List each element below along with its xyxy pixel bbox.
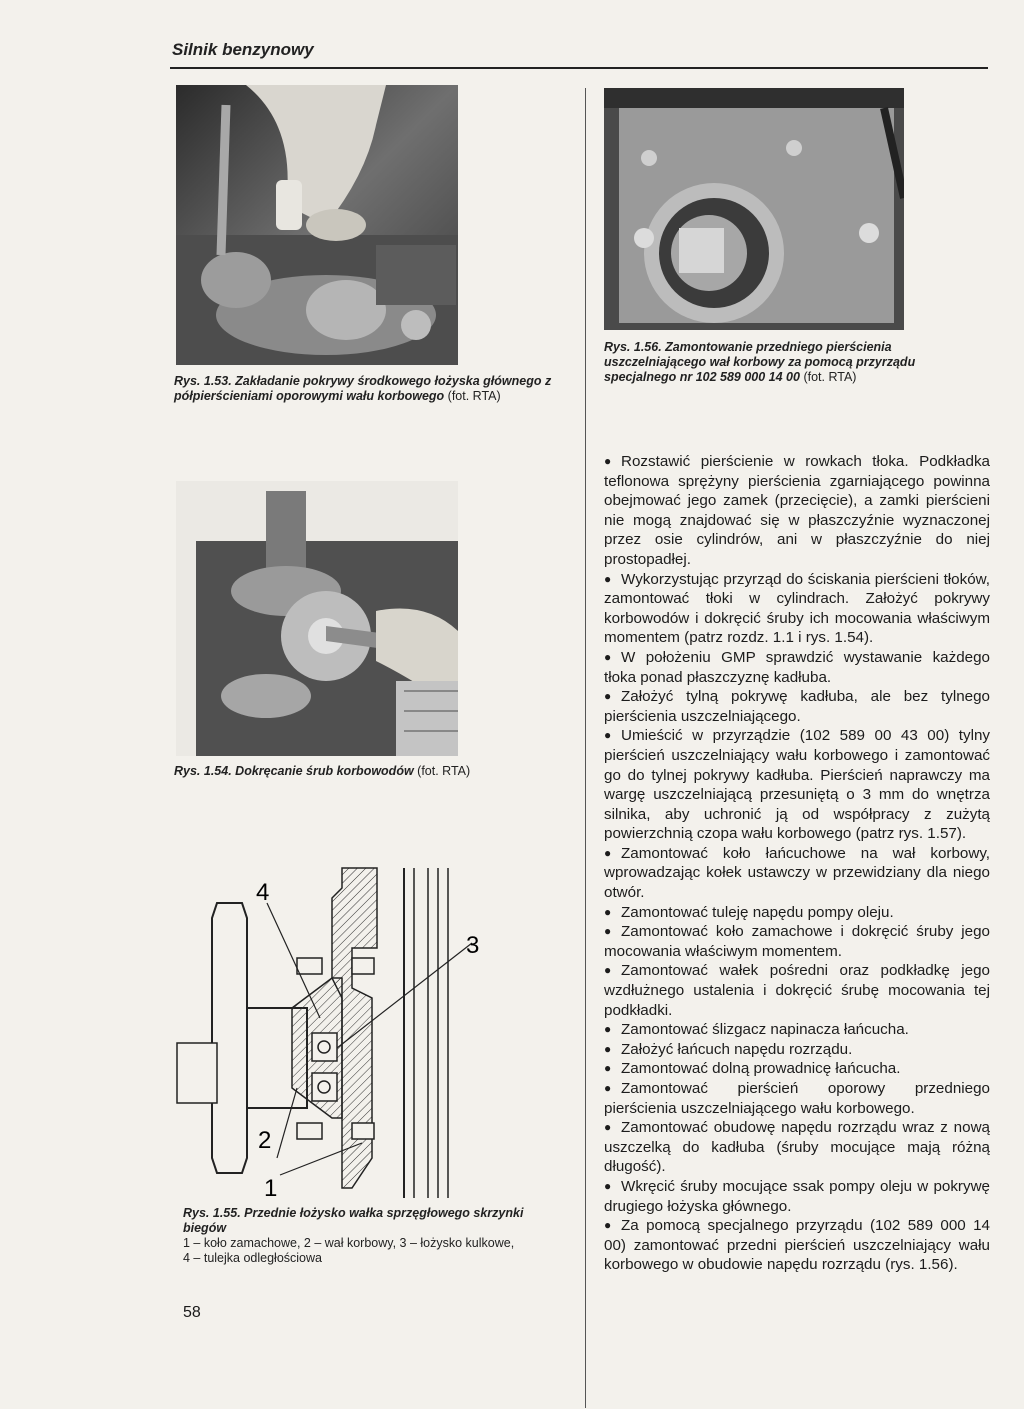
- paragraph: [604, 1118, 990, 1177]
- bullet-icon: ●: [604, 845, 612, 860]
- bullet-icon: ●: [604, 1061, 612, 1076]
- caption-fig-1-53-number: Rys. 1.53.: [174, 374, 232, 388]
- paragraph-text: Zamontować obudowę napędu rozrządu wraz z nową uszczelką do kadłuba (śruby mocujące mają różną długość).: [604, 1119, 990, 1176]
- bullet-icon: ●: [604, 1218, 612, 1233]
- bullet-icon: ●: [604, 649, 612, 664]
- paragraph-text: Wykorzystując przyrząd do ściskania pierścieni tłoków, zamontować tłoki w cylindrach. Założyć pokrywy korbowodów i dokręcić śruby ich mocowania właściwym momentem (patrz rozdz. 1.1 i rys. 1.54).: [604, 570, 990, 647]
- paragraph: [604, 844, 990, 903]
- page-number: 58: [183, 1304, 201, 1321]
- caption-fig-1-55-legend-1: 1 – koło zamachowe, 2 – wał korbowy, 3 – łożysko kulkowe,: [183, 1236, 515, 1250]
- paragraph-text: Założyć tylną pokrywę kadłuba, ale bez tylnego pierścienia uszczelniającego.: [604, 688, 990, 725]
- column-divider: [585, 88, 586, 1408]
- photo-main-bearing-cap: [176, 85, 458, 365]
- caption-fig-1-56-text: Zamontowanie przedniego pierścienia uszczelniającego wał korbowy za pomocą przyrządu specjalnego nr 102 589 000 14 00: [604, 340, 916, 384]
- diagram-label-2: 2: [258, 1127, 272, 1154]
- paragraph: [604, 570, 990, 648]
- bullet-icon: ●: [604, 924, 612, 939]
- paragraph-text: W położeniu GMP sprawdzić wystawanie każdego tłoka ponad płaszczyznę kadłuba.: [604, 648, 990, 686]
- paragraph: [604, 687, 990, 726]
- paragraph-text: Rozstawić pierścienie w rowkach tłoka. Podkładka teflonowa sprężyny pierścienia zgarniającego powinna obejmować jego zamek (przecięcie), a zamki pierścieni nie mogą znajdować się w płaszczyźnie wyznaczonej przez osie cylindrów, ani w płaszczyźnie do niej prostopadłej.: [604, 453, 990, 568]
- paragraph: [604, 961, 990, 1020]
- page-header-title: Silnik benzynowy: [172, 40, 314, 59]
- caption-fig-1-53-source: (fot. RTA): [447, 389, 501, 403]
- bullet-icon: ●: [604, 571, 612, 586]
- paragraph: [604, 648, 990, 687]
- caption-fig-1-54-number: Rys. 1.54.: [174, 764, 232, 778]
- caption-fig-1-54-source: (fot. RTA): [417, 764, 471, 778]
- paragraph-text: Zamontować ślizgacz napinacza łańcucha.: [621, 1021, 909, 1039]
- procedure-text: [604, 452, 990, 1275]
- caption-fig-1-53: [174, 374, 554, 404]
- paragraph: [604, 903, 990, 923]
- paragraph-text: Zamontować pierścień oporowy przedniego pierścienia uszczelniającego wału korbowego.: [604, 1080, 990, 1117]
- paragraph: [604, 922, 990, 961]
- paragraph: [604, 1040, 990, 1060]
- caption-fig-1-55: [183, 1206, 563, 1266]
- paragraph-text: Założyć łańcuch napędu rozrządu.: [621, 1040, 853, 1058]
- paragraph: [604, 1177, 990, 1216]
- paragraph-text: Wkręcić śruby mocujące ssak pompy oleju w pokrywę drugiego łożyska głównego.: [604, 1177, 990, 1215]
- caption-fig-1-56-source: (fot. RTA): [803, 370, 857, 384]
- bullet-icon: ●: [604, 1022, 612, 1037]
- bullet-icon: ●: [604, 689, 612, 704]
- caption-fig-1-53-text: Zakładanie pokrywy środkowego łożyska głównego z półpierścieniami oporowymi wału korbowego: [174, 374, 552, 403]
- header-rule: [170, 67, 988, 69]
- diagram-label-1: 1: [264, 1175, 278, 1202]
- paragraph: [604, 1216, 990, 1275]
- paragraph-text: Zamontować koło łańcuchowe na wał korbowy, wprowadzając kołek ustawczy w przewidziany dla niego otwór.: [604, 844, 990, 902]
- caption-fig-1-55-number: Rys. 1.55.: [183, 1206, 241, 1220]
- photo-connecting-rod-bolts: [176, 481, 458, 756]
- paragraph-text: Zamontować wałek pośredni oraz podkładkę jego wzdłużnego ustalenia i dokręcić śrubę mocowania tej podkładki.: [604, 962, 990, 1019]
- bullet-icon: ●: [604, 1081, 612, 1095]
- bullet-icon: ●: [604, 1041, 612, 1056]
- bullet-icon: ●: [604, 1120, 612, 1135]
- diagram-label-3: 3: [466, 932, 480, 959]
- caption-fig-1-55-legend-2: 4 – tulejka odległościowa: [183, 1251, 322, 1265]
- paragraph: [604, 1020, 990, 1040]
- caption-fig-1-54-text: Dokręcanie śrub korbowodów: [235, 764, 414, 778]
- paragraph: [604, 1079, 990, 1118]
- paragraph: [604, 726, 990, 844]
- paragraph-text: Zamontować koło zamachowe i dokręcić śruby jego mocowania właściwym momentem.: [604, 923, 990, 960]
- paragraph-text: Za pomocą specjalnego przyrządu (102 589 000 14 00) zamontować przedni pierścień uszczelniający wału korbowego w obudowie napędu rozrządu (rys. 1.56).: [604, 1217, 990, 1274]
- paragraph-text: Umieścić w przyrządzie (102 589 00 43 00) tylny pierścień uszczelniający wału korbowego i zamontować go do tylnej pokrywy kadłuba. Pierścień naprawczy ma wargę uszczelniającą przesuniętą o 3 mm do wnętrza silnika, aby uchronić ją od współpracy z zużytą powierzchnią czopa wału korbowego (patrz rys. 1.57).: [604, 727, 990, 843]
- bullet-icon: ●: [604, 963, 612, 978]
- paragraph: [604, 452, 990, 570]
- caption-fig-1-54: [174, 764, 554, 779]
- diagram-clutch-shaft-bearing: [172, 858, 512, 1203]
- photo-front-seal-install: [604, 88, 904, 330]
- paragraph-text: Zamontować dolną prowadnicę łańcucha.: [621, 1060, 901, 1078]
- caption-fig-1-56: [604, 340, 984, 385]
- bullet-icon: ●: [604, 1178, 612, 1193]
- bullet-icon: ●: [604, 728, 612, 743]
- diagram-label-4: 4: [256, 879, 270, 906]
- paragraph: [604, 1059, 990, 1079]
- caption-fig-1-55-text: Przednie łożysko wałka sprzęgłowego skrzynki biegów: [183, 1206, 524, 1235]
- bullet-icon: ●: [604, 454, 612, 468]
- bullet-icon: ●: [604, 904, 612, 919]
- paragraph-text: Zamontować tuleję napędu pompy oleju.: [621, 903, 894, 921]
- caption-fig-1-56-number: Rys. 1.56.: [604, 340, 662, 354]
